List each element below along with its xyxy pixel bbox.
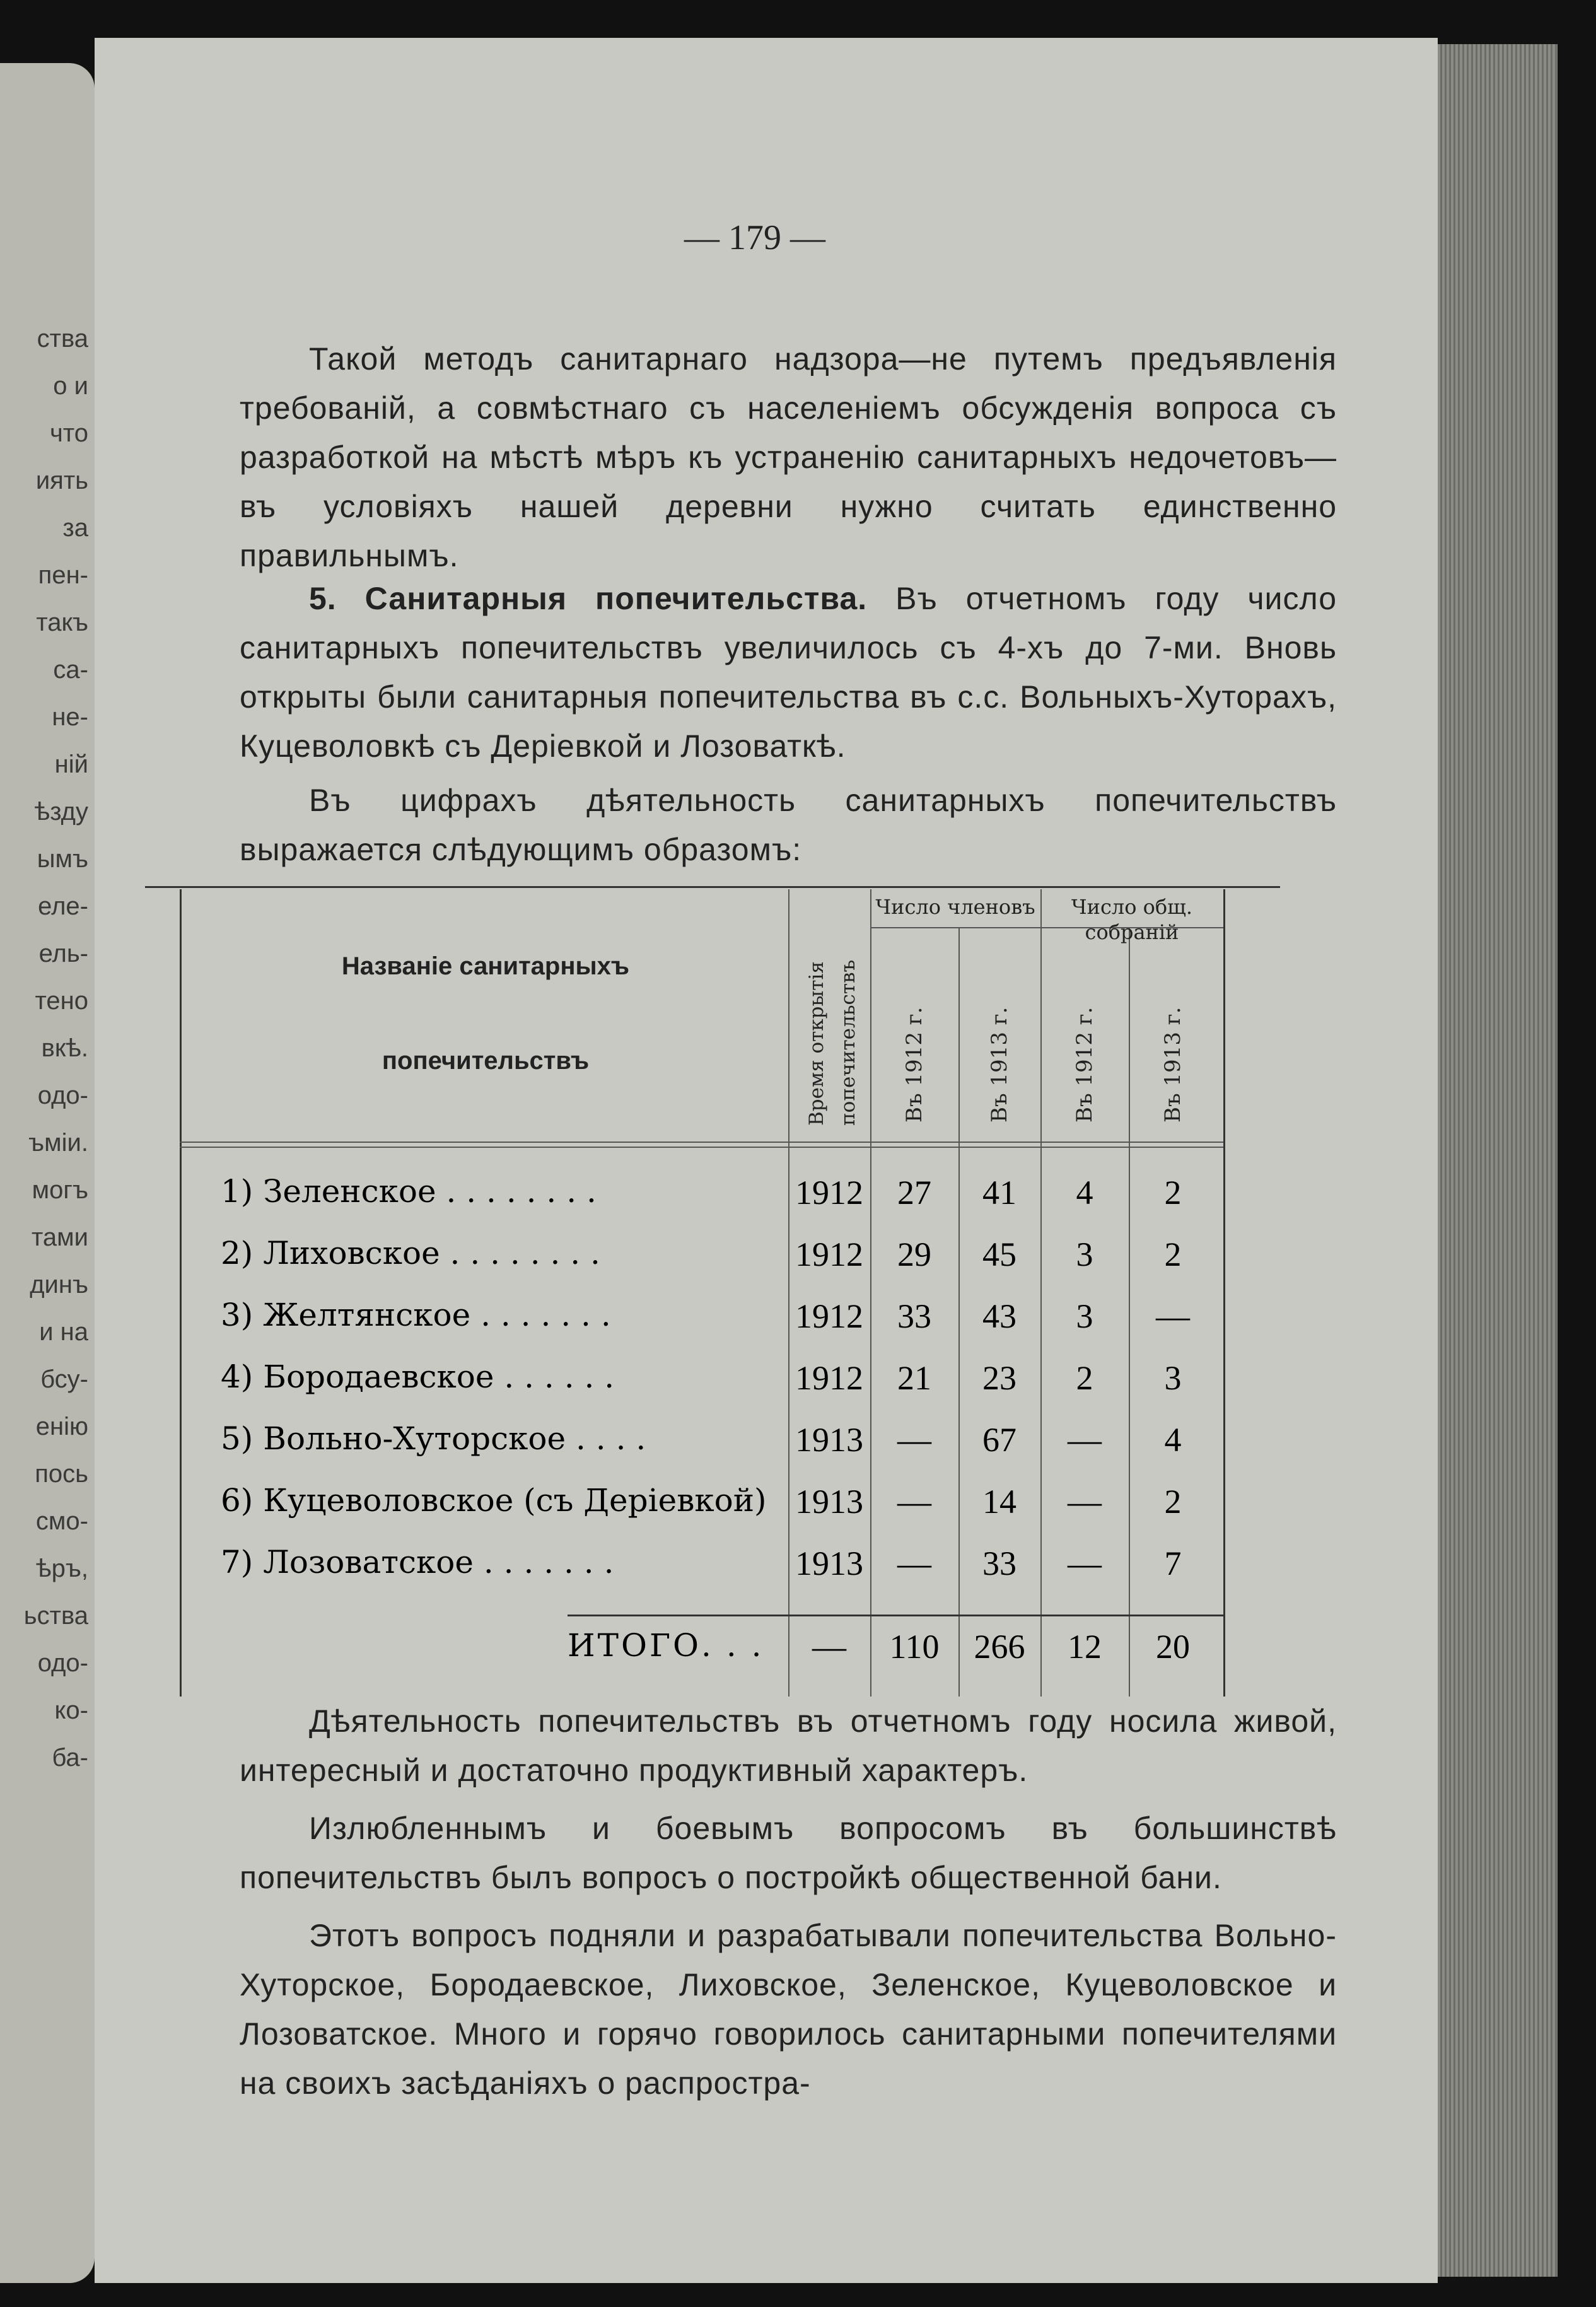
cell-m13: 45	[982, 1235, 1016, 1273]
cell-m12: —	[897, 1545, 931, 1582]
cell-m12: —	[897, 1483, 931, 1521]
cell-m13: 67	[982, 1421, 1016, 1459]
members-1912-header: Въ 1912 г.	[902, 1007, 927, 1123]
left-page-fragment: ель-	[38, 940, 88, 967]
cell-s12: —	[1068, 1421, 1102, 1459]
left-page-fragment: ко-	[54, 1697, 88, 1724]
left-page-fragment: тами	[32, 1224, 88, 1251]
cell-s13: 2	[1164, 1174, 1182, 1212]
cell-s13: 3	[1164, 1359, 1182, 1397]
left-page-fragment: ѣръ,	[36, 1555, 88, 1582]
cell-s13: 2	[1164, 1483, 1182, 1521]
book-page-edges	[1431, 44, 1558, 2277]
name-header-1: Названіе санитарныхъ	[341, 952, 630, 980]
left-page-fragment: иять	[35, 467, 88, 494]
members-1913-header: Въ 1913 г.	[987, 1007, 1012, 1123]
cell-s13: —	[1156, 1297, 1190, 1335]
meetings-header: Число общ. собраній	[1071, 895, 1193, 944]
paragraph-6-text: Этотъ вопросъ подняли и разрабатывали попечительства Вольно-Хуторское, Бородаевское, Лиховское, Зеленское, Куцеволовское и Лозоватское. Много и горячо говорилось санитарными попечителями на своихъ засѣданіяхъ о распростра-	[240, 1918, 1337, 2101]
cell-name: 2) Лиховское . . . . . . . .	[221, 1235, 600, 1271]
cell-s13: 7	[1164, 1545, 1182, 1582]
meetings-1912-header: Въ 1912 г.	[1072, 1007, 1097, 1123]
cell-s13: 2	[1164, 1235, 1182, 1273]
left-page-fragment: не-	[52, 703, 88, 731]
left-page-fragment: одо-	[37, 1649, 88, 1677]
meetings-1913-header: Въ 1913 г.	[1160, 1007, 1185, 1123]
table-row	[145, 1173, 1217, 1230]
cell-s12: —	[1068, 1483, 1102, 1521]
left-page-fragment: такъ	[36, 609, 88, 636]
table-row	[145, 1358, 1217, 1415]
paragraph-2-text: Въ отчетномъ году число санитарныхъ попечительствъ увеличилось съ 4-хъ до 7-ми. Вновь открыты были санитарныя попечительства въ с.с. Вольныхъ-Хуторахъ, Куцеволовкѣ съ Деріевкой и Лозоваткѣ.	[240, 581, 1337, 764]
cell-m12: 33	[897, 1297, 931, 1335]
left-page-fragment: ьства	[23, 1602, 88, 1630]
left-page-fragment: могъ	[32, 1176, 88, 1204]
paragraph-2	[240, 574, 1337, 771]
cell-m13: 33	[982, 1545, 1016, 1582]
table-row	[145, 1297, 1217, 1353]
cell-opened: 1913	[795, 1483, 863, 1521]
total-members-1913: 266	[974, 1628, 1025, 1666]
cell-name: 7) Лозоватское . . . . . . .	[221, 1544, 614, 1580]
cell-m12: 21	[897, 1359, 931, 1397]
left-page-fragment: бсу-	[40, 1365, 88, 1393]
cell-name: 5) Вольно-Хуторское . . . .	[221, 1420, 646, 1457]
cell-s12: —	[1068, 1545, 1102, 1582]
cell-s12: 2	[1076, 1359, 1093, 1397]
cell-opened: 1913	[795, 1545, 863, 1582]
cell-opened: 1912	[795, 1297, 863, 1335]
left-page-fragment: вкѣ.	[41, 1034, 88, 1062]
left-page-fragment: за	[62, 514, 88, 542]
left-page-fragment: и на	[39, 1318, 88, 1346]
cell-name: 1) Зеленское . . . . . . . .	[221, 1173, 597, 1210]
paragraph-5-text: Излюбленнымъ и боевымъ вопросомъ въ большинствѣ попечительствъ былъ вопросъ о постройкѣ общественной бани.	[240, 1811, 1337, 1895]
left-page-fragment: что	[50, 419, 88, 447]
paragraph-6	[240, 1911, 1337, 2108]
members-header: Число членовъ	[875, 895, 1035, 919]
name-header-2: попечительствъ	[382, 1047, 590, 1075]
cell-name: 3) Желтянское . . . . . . .	[221, 1297, 611, 1333]
total-row	[145, 1627, 1217, 1684]
cell-opened: 1913	[795, 1421, 863, 1459]
left-page-fragment: ѣзду	[34, 798, 88, 826]
left-page-fragment: тено	[35, 987, 88, 1015]
activity-table	[145, 845, 1331, 1715]
page	[95, 38, 1438, 2283]
cell-m12: —	[897, 1421, 931, 1459]
opened-header: Время открытія попечительствъ	[805, 959, 859, 1126]
cell-m13: 14	[982, 1483, 1016, 1521]
left-page-fragment: динъ	[30, 1271, 88, 1299]
cell-m12: 27	[897, 1174, 931, 1212]
paragraph-1	[240, 334, 1337, 580]
cell-opened: 1912	[795, 1235, 863, 1273]
left-page-fragment: еле-	[38, 892, 88, 920]
table-row	[145, 1235, 1217, 1292]
left-page-fragment: ымъ	[37, 845, 88, 873]
total-meetings-1912: 12	[1068, 1628, 1102, 1666]
left-page-fragment: ба-	[52, 1744, 88, 1772]
total-opened: —	[812, 1628, 846, 1666]
total-meetings-1913: 20	[1156, 1628, 1190, 1666]
left-page-fragment: пен-	[38, 561, 88, 589]
section-heading: 5. Санитарныя попечительства.	[309, 581, 868, 616]
left-page-fragment: смо-	[35, 1507, 88, 1535]
left-page-fragment: пось	[35, 1460, 88, 1488]
paragraph-3-text: Въ цифрахъ дѣятельность санитарныхъ попечительствъ выражается слѣдующимъ образомъ:	[240, 783, 1337, 867]
cell-s12: 3	[1076, 1297, 1093, 1335]
cell-name: 4) Бородаевское . . . . . .	[221, 1358, 615, 1395]
table-row	[145, 1482, 1217, 1539]
left-page-text-fragments	[0, 315, 88, 1782]
total-label: ИТОГО. . .	[568, 1627, 764, 1664]
paragraph-4-text: Дѣятельность попечительствъ въ отчетномъ году носила живой, интересный и достаточно продуктивный характеръ.	[240, 1703, 1337, 1788]
cell-s12: 3	[1076, 1235, 1093, 1273]
paragraph-4	[240, 1697, 1337, 1795]
page-number: — 179 —	[684, 218, 825, 257]
left-page-fragment: ній	[54, 751, 88, 778]
table-top-rule	[145, 886, 1280, 888]
left-page	[0, 63, 95, 2283]
left-page-fragment: ъміи.	[28, 1129, 88, 1157]
paragraph-5	[240, 1804, 1337, 1902]
cell-name: 6) Куцеволовское (съ Деріевкой)	[221, 1482, 767, 1519]
left-page-fragment: ства	[37, 325, 88, 353]
cell-opened: 1912	[795, 1359, 863, 1397]
total-rule	[568, 1615, 1223, 1616]
cell-m13: 43	[982, 1297, 1016, 1335]
cell-s13: 4	[1164, 1421, 1182, 1459]
total-members-1912: 110	[889, 1628, 940, 1666]
cell-opened: 1912	[795, 1174, 863, 1212]
paragraph-1-text: Такой методъ санитарнаго надзора—не путемъ предъявленія требованій, а совмѣстнаго съ населеніемъ обсужденія вопроса съ разработкой на мѣстѣ мѣръ къ устраненію санитарныхъ недочетовъ—въ условіяхъ нашей деревни нужно считать единственно правильнымъ.	[240, 341, 1337, 573]
table-right-border	[1223, 889, 1225, 1697]
cell-m13: 41	[982, 1174, 1016, 1212]
cell-m13: 23	[982, 1359, 1016, 1397]
left-page-fragment: одо-	[37, 1082, 88, 1109]
cell-s12: 4	[1076, 1174, 1093, 1212]
left-page-fragment: енію	[35, 1413, 88, 1440]
table-row	[145, 1544, 1217, 1601]
table-row	[145, 1420, 1217, 1477]
left-page-fragment: са-	[53, 656, 88, 684]
cell-m12: 29	[897, 1235, 931, 1273]
left-page-fragment: о и	[53, 372, 88, 400]
